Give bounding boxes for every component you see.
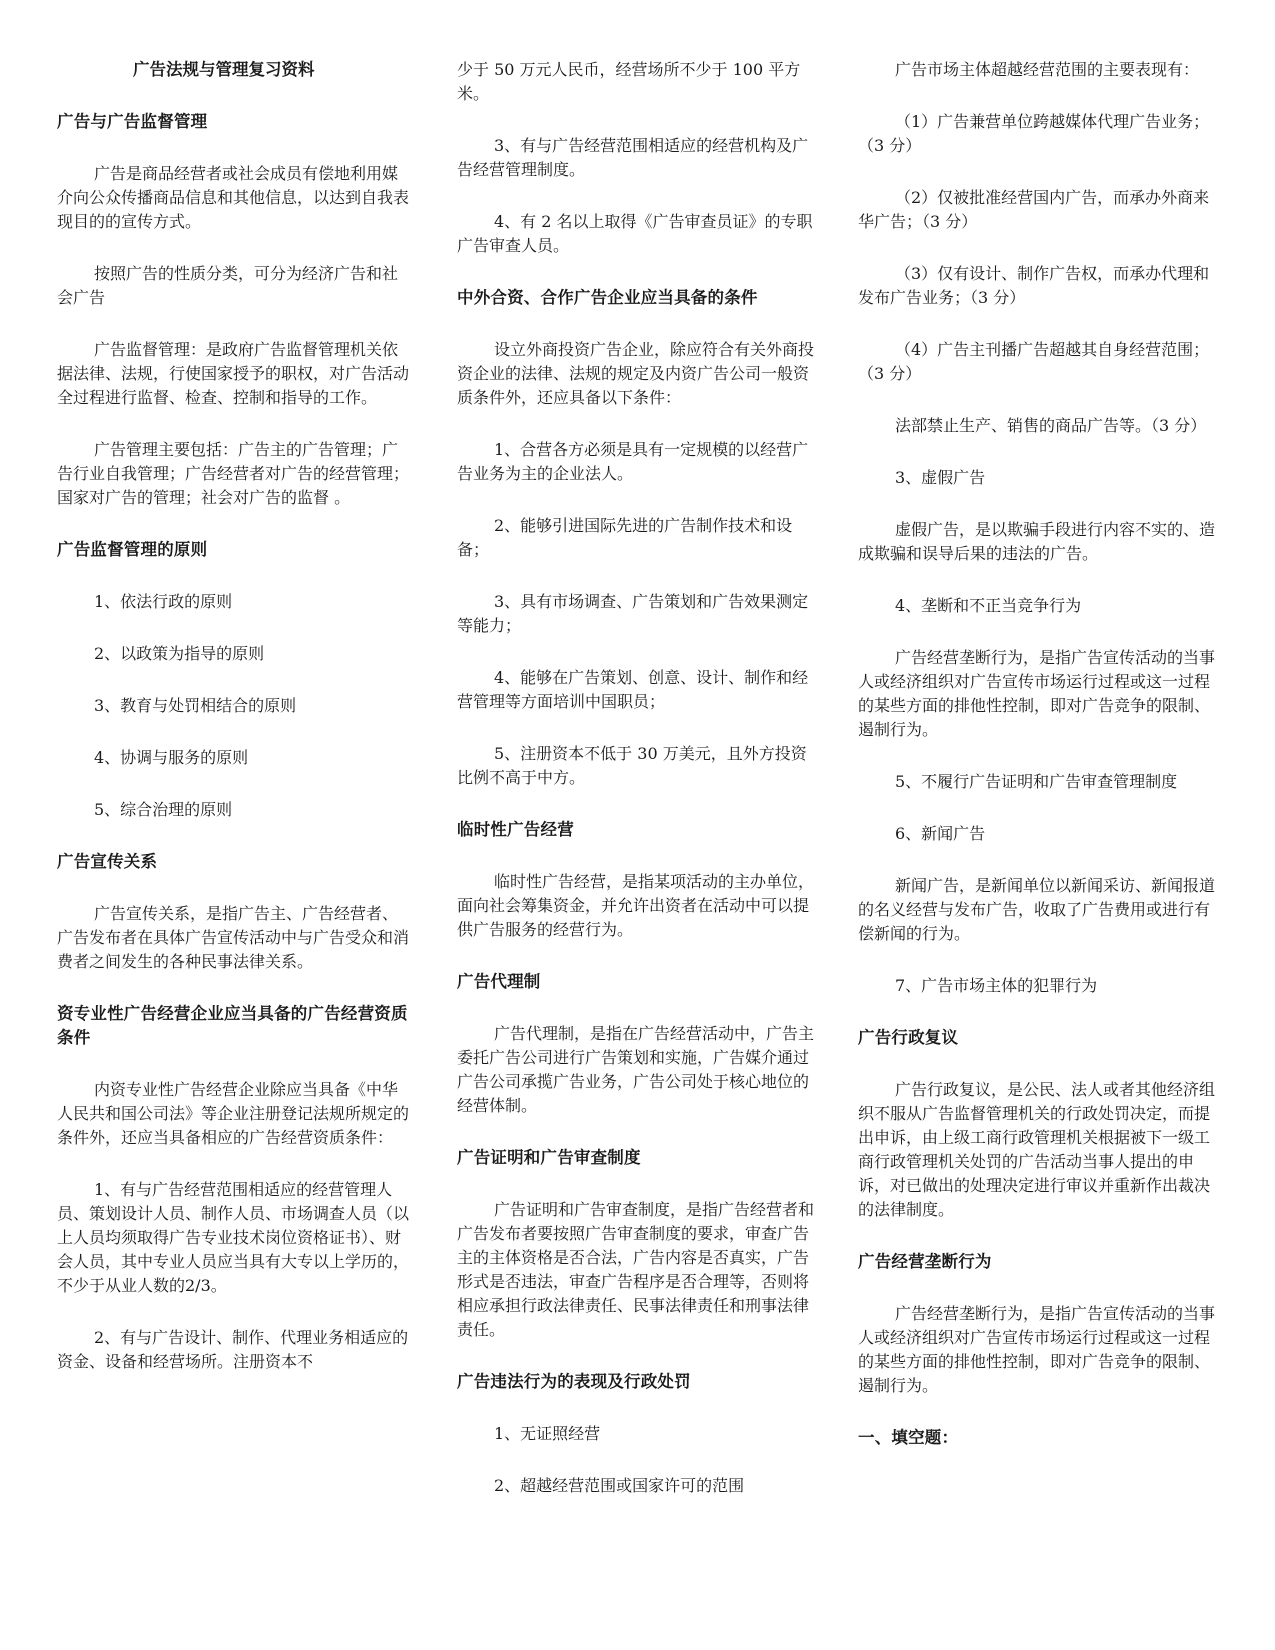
list-item: 6、新闻广告 bbox=[895, 824, 986, 843]
paragraph: 虚假广告，是以欺骗手段进行内容不实的、造成欺骗和误导后果的违法的广告。 bbox=[858, 520, 1216, 563]
column-3 bbox=[858, 58, 1216, 1478]
paragraph: 广告经营垄断行为，是指广告宣传活动的当事人或经济组织对广告宣传市场运行过程或这一过程的某些方面的排他性控制，即对广告竞争的限制、遏制行为。 bbox=[858, 648, 1216, 739]
paragraph: 按照广告的性质分类，可分为经济广告和社会广告 bbox=[57, 264, 399, 307]
section-heading: 资专业性广告经营企业应当具备的广告经营资质条件 bbox=[57, 1004, 408, 1047]
section-heading: 临时性广告经营 bbox=[457, 820, 574, 839]
section-heading: 广告行政复议 bbox=[858, 1028, 959, 1047]
section-heading: 广告监督管理的原则 bbox=[57, 540, 208, 559]
list-item: 7、广告市场主体的犯罪行为 bbox=[895, 976, 1098, 995]
paragraph: 广告代理制，是指在广告经营活动中，广告主委托广告公司进行广告策划和实施，广告媒介通过广告公司承揽广告业务，广告公司处于核心地位的经营体制。 bbox=[457, 1024, 815, 1115]
paragraph: （4）广告主刊播广告超越其自身经营范围；（3 分） bbox=[858, 340, 1210, 383]
paragraph: （2）仅被批准经营国内广告，而承办外商来华广告；（3 分） bbox=[858, 188, 1210, 231]
section-heading: 广告代理制 bbox=[457, 972, 541, 991]
section-heading: 一、填空题： bbox=[858, 1428, 959, 1447]
section-heading: 广告与广告监督管理 bbox=[57, 112, 208, 131]
paragraph: （1）广告兼营单位跨越媒体代理广告业务；（3 分） bbox=[858, 112, 1210, 155]
paragraph: 1、合营各方必须是具有一定规模的以经营广告业务为主的企业法人。 bbox=[457, 440, 809, 483]
paragraph: 广告管理主要包括：广告主的广告管理；广告行业自我管理；广告经营者对广告的经营管理；国家对广告的管理；社会对广告的监督 。 bbox=[57, 440, 410, 507]
paragraph: 4、有 2 名以上取得《广告审查员证》的专职广告审查人员。 bbox=[457, 212, 813, 255]
paragraph: 3、具有市场调查、广告策划和广告效果测定等能力； bbox=[457, 592, 809, 635]
list-item: 1、无证照经营 bbox=[494, 1424, 601, 1443]
paragraph: （3）仅有设计、制作广告权，而承办代理和发布广告业务；（3 分） bbox=[858, 264, 1210, 307]
paragraph: 广告是商品经营者或社会成员有偿地利用媒介向公众传播商品信息和其他信息，以达到自我表现目的的宣传方式。 bbox=[57, 164, 410, 231]
paragraph: 5、注册资本不低于 30 万美元，且外方投资比例不高于中方。 bbox=[457, 744, 807, 787]
paragraph: 法部禁止生产、销售的商品广告等。（3 分） bbox=[895, 416, 1207, 435]
section-heading: 广告违法行为的表现及行政处罚 bbox=[457, 1372, 691, 1391]
paragraph: 广告监督管理：是政府广告监督管理机关依据法律、法规，行使国家授予的职权，对广告活动全过程进行监督、检查、控制和指导的工作。 bbox=[57, 340, 410, 407]
paragraph: 2、有与广告设计、制作、代理业务相适应的资金、设备和经营场所。注册资本不 bbox=[57, 1328, 409, 1371]
paragraph: 2、能够引进国际先进的广告制作技术和设备； bbox=[457, 516, 793, 559]
list-item: 4、垄断和不正当竞争行为 bbox=[895, 596, 1082, 615]
paragraph: 3、有与广告经营范围相适应的经营机构及广告经营管理制度。 bbox=[457, 136, 809, 179]
paragraph: 新闻广告，是新闻单位以新闻采访、新闻报道的名义经营与发布广告，收取了广告费用或进行有偿新闻的行为。 bbox=[858, 876, 1216, 943]
column-1 bbox=[57, 58, 409, 1402]
list-item: 3、教育与处罚相结合的原则 bbox=[94, 696, 297, 715]
paragraph: 内资专业性广告经营企业除应当具备《中华人民共和国公司法》等企业注册登记法规所规定的条件外，还应当具备相应的广告经营资质条件： bbox=[57, 1080, 410, 1147]
paragraph: 4、能够在广告策划、创意、设计、制作和经营管理等方面培训中国职员； bbox=[457, 668, 809, 711]
list-item: 1、依法行政的原则 bbox=[94, 592, 233, 611]
list-item: 3、虚假广告 bbox=[895, 468, 986, 487]
paragraph: 广告经营垄断行为，是指广告宣传活动的当事人或经济组织对广告宣传市场运行过程或这一过程的某些方面的排他性控制，即对广告竞争的限制、遏制行为。 bbox=[858, 1304, 1216, 1395]
list-item: 2、以政策为指导的原则 bbox=[94, 644, 265, 663]
paragraph: 广告行政复议，是公民、法人或者其他经济组织不服从广告监督管理机关的行政处罚决定，而提出申诉，由上级工商行政管理机关根据被下一级工商行政管理机关处罚的广告活动当事人提出的申诉，对已做出的处理决定进行审议并重新作出裁决的法律制度。 bbox=[858, 1080, 1216, 1219]
paragraph: 广告市场主体超越经营范围的主要表现有： bbox=[895, 60, 1200, 79]
column-2 bbox=[457, 58, 815, 1526]
section-heading: 广告证明和广告审查制度 bbox=[457, 1148, 641, 1167]
list-item: 2、超越经营范围或国家许可的范围 bbox=[494, 1476, 745, 1495]
paragraph: 广告宣传关系，是指广告主、广告经营者、广告发布者在具体广告宣传活动中与广告受众和消费者之间发生的各种民事法律关系。 bbox=[57, 904, 410, 971]
paragraph: 设立外商投资广告企业，除应符合有关外商投资企业的法律、法规的规定及内资广告公司一般资质条件外，还应具备以下条件： bbox=[457, 340, 815, 407]
list-item: 4、协调与服务的原则 bbox=[94, 748, 249, 767]
section-heading: 广告经营垄断行为 bbox=[858, 1252, 992, 1271]
paragraph: 1、有与广告经营范围相适应的经营管理人员、策划设计人员、制作人员、市场调查人员（以上人员均须取得广告专业技术岗位资格证书）、财会人员，其中专业人员应当具有大专以上学历的，不少于从业人数的2/3。 bbox=[57, 1180, 410, 1295]
list-item: 5、综合治理的原则 bbox=[94, 800, 233, 819]
list-item: 5、不履行广告证明和广告审查管理制度 bbox=[895, 772, 1178, 791]
paragraph: 广告证明和广告审查制度，是指广告经营者和广告发布者要按照广告审查制度的要求，审查广告主的主体资格是否合法，广告内容是否真实，广告形式是否违法，审查广告程序是否合理等，否则将相应承担行政法律责任、民事法律责任和刑事法律责任。 bbox=[457, 1200, 815, 1339]
document-title: 广告法规与管理复习资料 bbox=[133, 60, 315, 79]
section-heading: 广告宣传关系 bbox=[57, 852, 158, 871]
section-heading: 中外合资、合作广告企业应当具备的条件 bbox=[457, 288, 758, 307]
paragraph: 临时性广告经营，是指某项活动的主办单位，面向社会筹集资金，并允许出资者在活动中可以提供广告服务的经营行为。 bbox=[457, 872, 815, 939]
paragraph: 少于 50 万元人民币，经营场所不少于 100 平方米。 bbox=[457, 60, 801, 103]
